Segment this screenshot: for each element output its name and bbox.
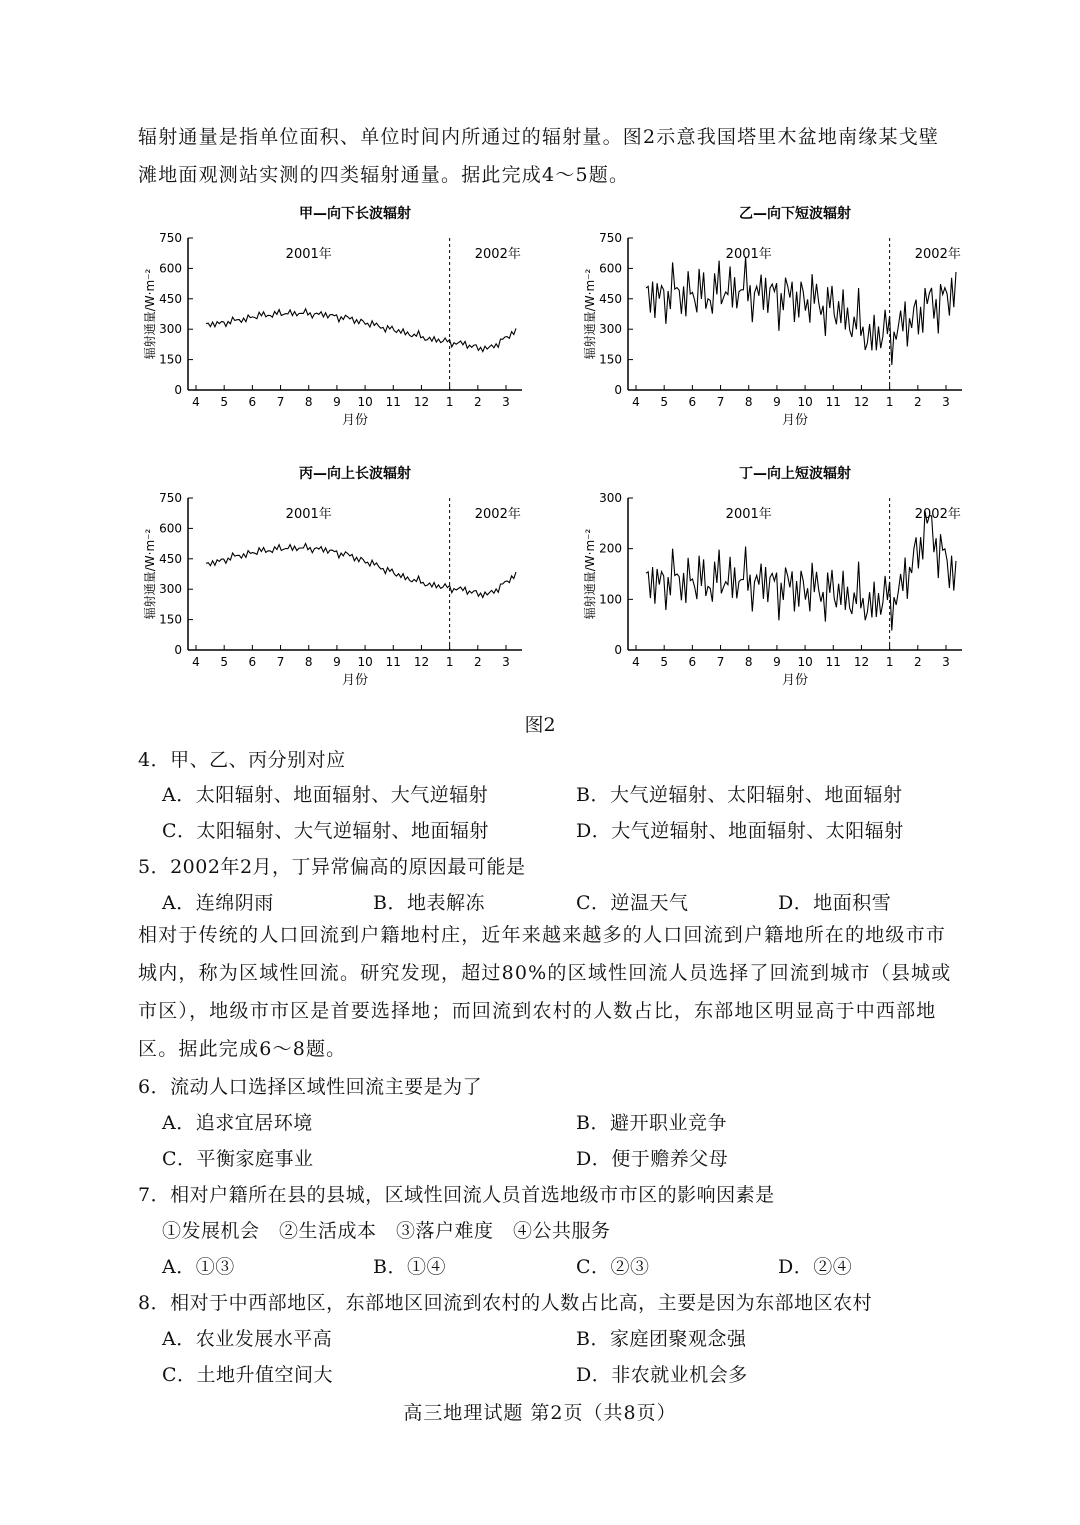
chart-ding (560, 460, 980, 700)
q5-option-d: D．地面积雪 (778, 892, 892, 914)
x-tick-label: 11 (825, 395, 841, 409)
x-tick-label: 12 (413, 395, 430, 409)
x-tick-label: 7 (276, 395, 285, 409)
chart-title: 丙—向上长波辐射 (299, 466, 411, 482)
x-tick-label: 10 (357, 395, 373, 409)
year-label: 2001年 (725, 507, 772, 522)
page-footer: 高三地理试题 第2页（共8页） (403, 1402, 677, 1424)
x-tick-label: 6 (248, 655, 257, 669)
x-tick-label: 11 (825, 655, 841, 669)
x-tick-label: 6 (248, 395, 257, 409)
x-tick-label: 1 (885, 395, 894, 409)
y-tick-label: 450 (599, 291, 622, 306)
x-tick-label: 8 (304, 395, 313, 409)
chart-title: 甲—向下长波辐射 (299, 206, 411, 222)
x-tick-label: 6 (688, 655, 697, 669)
chart-bing (120, 460, 540, 700)
x-tick-label: 9 (773, 395, 781, 409)
year-label: 2001年 (285, 247, 332, 262)
x-tick-label: 8 (744, 655, 753, 669)
x-tick-label: 10 (357, 655, 373, 669)
x-tick-label: 7 (716, 655, 725, 669)
year-label: 2001年 (285, 507, 332, 522)
y-tick-label: 750 (159, 491, 182, 505)
y-tick-label: 600 (599, 261, 622, 276)
y-tick-label: 600 (159, 521, 182, 536)
y-tick-label: 450 (159, 551, 182, 566)
series-line (206, 309, 516, 352)
y-tick-label: 0 (614, 383, 622, 397)
y-tick-label: 150 (159, 352, 182, 367)
y-tick-label: 150 (159, 612, 182, 627)
x-tick-label: 12 (413, 655, 430, 669)
x-tick-label: 5 (220, 655, 229, 669)
x-tick-label: 9 (333, 395, 341, 409)
y-tick-label: 300 (599, 491, 622, 505)
x-tick-label: 11 (385, 395, 401, 409)
y-axis-label: 辐射通量/W·m⁻² (143, 528, 157, 620)
x-tick-label: 10 (797, 655, 813, 669)
x-tick-label: 5 (660, 655, 669, 669)
q8-option-b: B．家庭团聚观念强 (576, 1328, 747, 1350)
q7-option-b: B．①④ (373, 1256, 446, 1278)
year-label: 2001年 (725, 247, 772, 262)
x-tick-label: 10 (797, 395, 813, 409)
y-tick-label: 600 (159, 261, 182, 276)
x-tick-label: 12 (853, 655, 870, 669)
q5-option-a: A．连绵阴雨 (162, 892, 274, 914)
y-tick-label: 100 (599, 592, 622, 607)
x-tick-label: 8 (744, 395, 753, 409)
y-tick-label: 0 (174, 383, 182, 397)
x-tick-label: 2 (913, 655, 922, 669)
intro-paragraph-2: 相对于传统的人口回流到户籍地村庄，近年来越来越多的人口回流到户籍地所在的地级市市城内，称为区域性回流。研究发现，超过80%的区域性回流人员选择了回流到城市（县城或市区），地级市市区是首要选择地；而回流到农村的人数占比，东部地区明显高于中西部地区。据此完成6～8题。 (138, 924, 952, 1060)
x-tick-label: 3 (942, 655, 950, 669)
q6-option-b: B．避开职业竞争 (576, 1112, 727, 1134)
x-tick-label: 2 (473, 655, 482, 669)
y-tick-label: 0 (174, 643, 182, 657)
y-tick-label: 0 (614, 643, 622, 657)
x-axis-label: 月份 (781, 413, 809, 428)
x-tick-label: 4 (192, 655, 200, 669)
x-tick-label: 7 (276, 655, 285, 669)
x-tick-label: 2 (473, 395, 482, 409)
y-axis-label: 辐射通量/W·m⁻² (583, 268, 597, 360)
x-tick-label: 4 (632, 395, 640, 409)
q7-stem: 7．相对户籍所在县的县城，区域性回流人员首选地级市市区的影响因素是 (138, 1184, 775, 1206)
figure-caption: 图2 (524, 714, 556, 736)
year-label: 2002年 (474, 507, 521, 522)
intro-paragraph-1: 辐射通量是指单位面积、单位时间内所通过的辐射量。图2示意我国塔里木盆地南缘某戈壁滩地面观测站实测的四类辐射通量。据此完成4～5题。 (138, 126, 940, 186)
x-tick-label: 11 (385, 655, 401, 669)
x-tick-label: 5 (220, 395, 229, 409)
x-axis-label: 月份 (341, 673, 369, 688)
y-tick-label: 750 (159, 231, 182, 245)
y-tick-label: 450 (159, 291, 182, 306)
q7-option-a: A．①③ (162, 1256, 235, 1278)
y-tick-label: 300 (159, 582, 182, 597)
q8-stem: 8．相对于中西部地区，东部地区回流到农村的人数占比高，主要是因为东部地区农村 (138, 1292, 873, 1314)
series-line (206, 544, 516, 598)
x-tick-label: 6 (688, 395, 697, 409)
x-tick-label: 9 (333, 655, 341, 669)
x-axis-label: 月份 (341, 413, 369, 428)
series-line (646, 511, 956, 630)
y-axis-label: 辐射通量/W·m⁻² (583, 528, 597, 620)
y-tick-label: 150 (599, 352, 622, 367)
x-tick-label: 1 (445, 395, 454, 409)
x-tick-label: 3 (502, 395, 510, 409)
q8-option-a: A．农业发展水平高 (162, 1328, 333, 1350)
x-tick-label: 4 (632, 655, 640, 669)
q6-stem: 6．流动人口选择区域性回流主要是为了 (138, 1076, 483, 1098)
x-tick-label: 7 (716, 395, 725, 409)
x-tick-label: 2 (913, 395, 922, 409)
chart-title: 乙—向下短波辐射 (739, 206, 851, 222)
y-tick-label: 300 (599, 322, 622, 337)
x-tick-label: 8 (304, 655, 313, 669)
x-tick-label: 5 (660, 395, 669, 409)
year-label: 2002年 (914, 507, 961, 522)
y-axis-label: 辐射通量/W·m⁻² (143, 268, 157, 360)
q4-option-b: B．大气逆辐射、太阳辐射、地面辐射 (576, 784, 903, 806)
y-tick-label: 300 (159, 322, 182, 337)
q5-option-b: B．地表解冻 (373, 892, 485, 914)
year-label: 2002年 (914, 247, 961, 262)
y-tick-label: 750 (599, 231, 622, 245)
x-tick-label: 1 (885, 655, 894, 669)
q8-option-d: D．非农就业机会多 (576, 1364, 748, 1386)
q6-option-c: C．平衡家庭事业 (162, 1148, 314, 1170)
q6-option-a: A．追求宜居环境 (162, 1112, 313, 1134)
q4-option-a: A．太阳辐射、地面辐射、大气逆辐射 (162, 784, 489, 806)
x-tick-label: 1 (445, 655, 454, 669)
q4-stem: 4．甲、乙、丙分别对应 (138, 749, 346, 771)
q6-option-d: D．便于赡养父母 (576, 1148, 729, 1170)
x-tick-label: 12 (853, 395, 870, 409)
x-tick-label: 3 (502, 655, 510, 669)
chart-title: 丁—向上短波辐射 (739, 466, 851, 482)
q4-option-d: D．大气逆辐射、地面辐射、太阳辐射 (576, 820, 904, 842)
year-label: 2002年 (474, 247, 521, 262)
x-axis-label: 月份 (781, 673, 809, 688)
chart-yi (560, 200, 980, 440)
q7-option-d: D．②④ (778, 1256, 853, 1278)
series-line (646, 257, 956, 365)
q4-option-c: C．太阳辐射、大气逆辐射、地面辐射 (162, 820, 490, 842)
q5-stem: 5．2002年2月，丁异常偏高的原因最可能是 (138, 856, 526, 878)
q7-option-c: C．②③ (576, 1256, 650, 1278)
chart-jia (120, 200, 540, 440)
x-tick-label: 4 (192, 395, 200, 409)
q5-option-c: C．逆温天气 (576, 892, 689, 914)
y-tick-label: 200 (599, 541, 622, 556)
q8-option-c: C．土地升值空间大 (162, 1364, 334, 1386)
x-tick-label: 9 (773, 655, 781, 669)
x-tick-label: 3 (942, 395, 950, 409)
q7-items: ①发展机会 ②生活成本 ③落户难度 ④公共服务 (162, 1220, 611, 1242)
